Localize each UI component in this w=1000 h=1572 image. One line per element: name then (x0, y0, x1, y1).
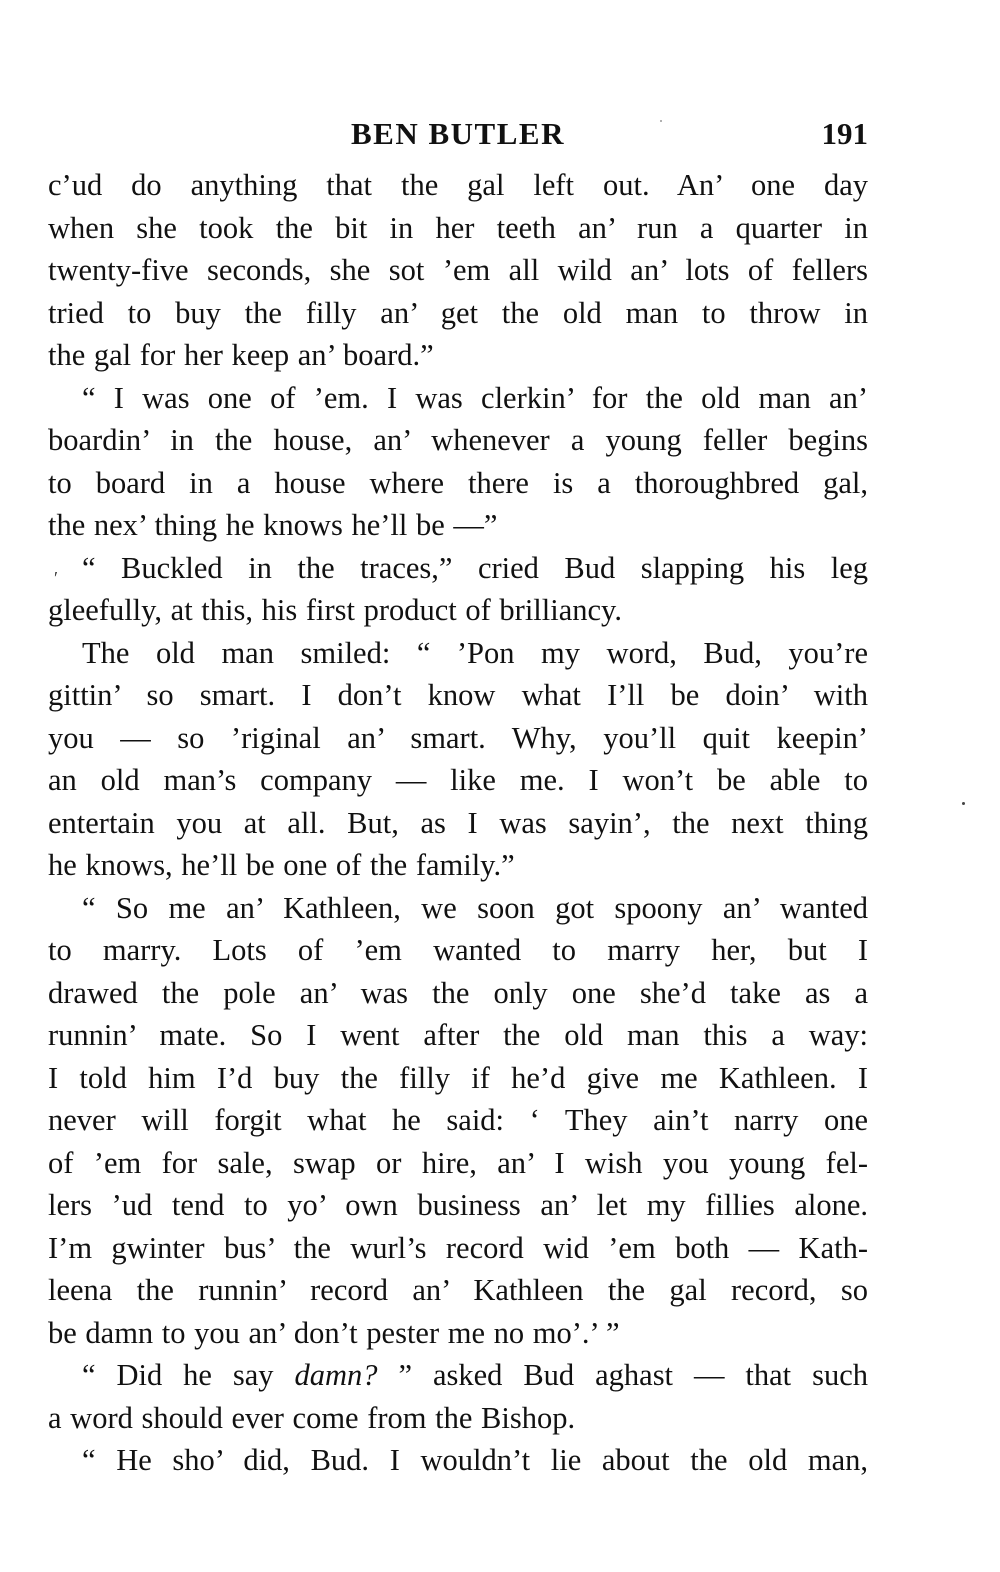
running-title: BEN BUTLER (351, 116, 565, 151)
text-line: “ Buckled in the traces,” cried Bud slapping his leg (82, 550, 868, 585)
text-line: never will forgit what he said: ‘ They ain’t narry one (48, 1103, 868, 1137)
body-text (48, 164, 868, 1482)
text-line: an old man’s company — like me. I won’t be able to (48, 763, 868, 797)
page-number: 191 (821, 116, 868, 151)
italic-line-before: “ Did he say (82, 1358, 295, 1392)
text-line: twenty-five seconds, she sot ’em all wild an’ lots of fellers (48, 253, 868, 287)
text-line: leena the runnin’ record an’ Kathleen the gal record, so (48, 1273, 868, 1307)
text-line-italic (48, 1354, 868, 1397)
text-line: runnin’ mate. So I went after the old man this a way: (48, 1018, 868, 1052)
text-line: he knows, he’ll be one of the family.” (48, 848, 515, 882)
text-line: when she took the bit in her teeth an’ run a quarter in (48, 210, 868, 245)
stray-dot (962, 802, 965, 805)
text-line: “ He sho’ did, Bud. I wouldn’t lie about the old man, (82, 1443, 868, 1477)
text-line: “ So me an’ Kathleen, we soon got spoony an’ wanted (82, 890, 868, 925)
text-line: I’m gwinter bus’ the wurl’s record wid ’em both — Kath- (48, 1230, 868, 1265)
closing-lines (48, 1397, 868, 1482)
text-line: of ’em for sale, swap or hire, an’ I wish you young fel- (48, 1145, 868, 1180)
italic-line-after: ” asked Bud aghast — that such (377, 1358, 868, 1392)
text-line: I told him I’d buy the filly if he’d give me Kathleen. I (48, 1060, 868, 1095)
text-line: gleefully, at this, his first product of brilliancy. (48, 593, 622, 627)
text-line: a word should ever come from the Bishop. (48, 1400, 576, 1435)
text-line: boardin’ in the house, an’ whenever a young feller begins (48, 423, 868, 457)
book-page (48, 112, 868, 1482)
italic-word: damn? (294, 1358, 378, 1392)
text-line: c’ud do anything that the gal left out. An’ one day (48, 168, 868, 202)
text-line: be damn to you an’ don’t pester me no mo’.’ ” (48, 1315, 620, 1350)
text-line: you — so ’riginal an’ smart. Why, you’ll quit keepin’ (48, 720, 868, 755)
text-line: the nex’ thing he knows he’ll be —” (48, 508, 498, 542)
text-line: tried to buy the filly an’ get the old man to throw in (48, 295, 868, 330)
running-head (48, 112, 868, 164)
text-lines (48, 164, 868, 1354)
text-line: “ I was one of ’em. I was clerkin’ for the old man an’ (82, 380, 868, 415)
text-line: gittin’ so smart. I don’t know what I’ll be doin’ with (48, 678, 868, 712)
text-line: to marry. Lots of ’em wanted to marry her, but I (48, 933, 868, 967)
text-line: to board in a house where there is a thoroughbred gal, (48, 465, 868, 500)
text-line: drawed the pole an’ was the only one she’d take as a (48, 975, 868, 1010)
stray-dot (660, 120, 662, 122)
text-line: the gal for her keep an’ board.” (48, 338, 434, 372)
text-line: The old man smiled: “ ’Pon my word, Bud, you’re (82, 635, 868, 670)
stray-print-mark: ′ (54, 568, 58, 588)
text-line: lers ’ud tend to yo’ own business an’ let my fillies alone. (48, 1188, 868, 1222)
text-line: entertain you at all. But, as I was sayin’, the next thing (48, 805, 868, 840)
